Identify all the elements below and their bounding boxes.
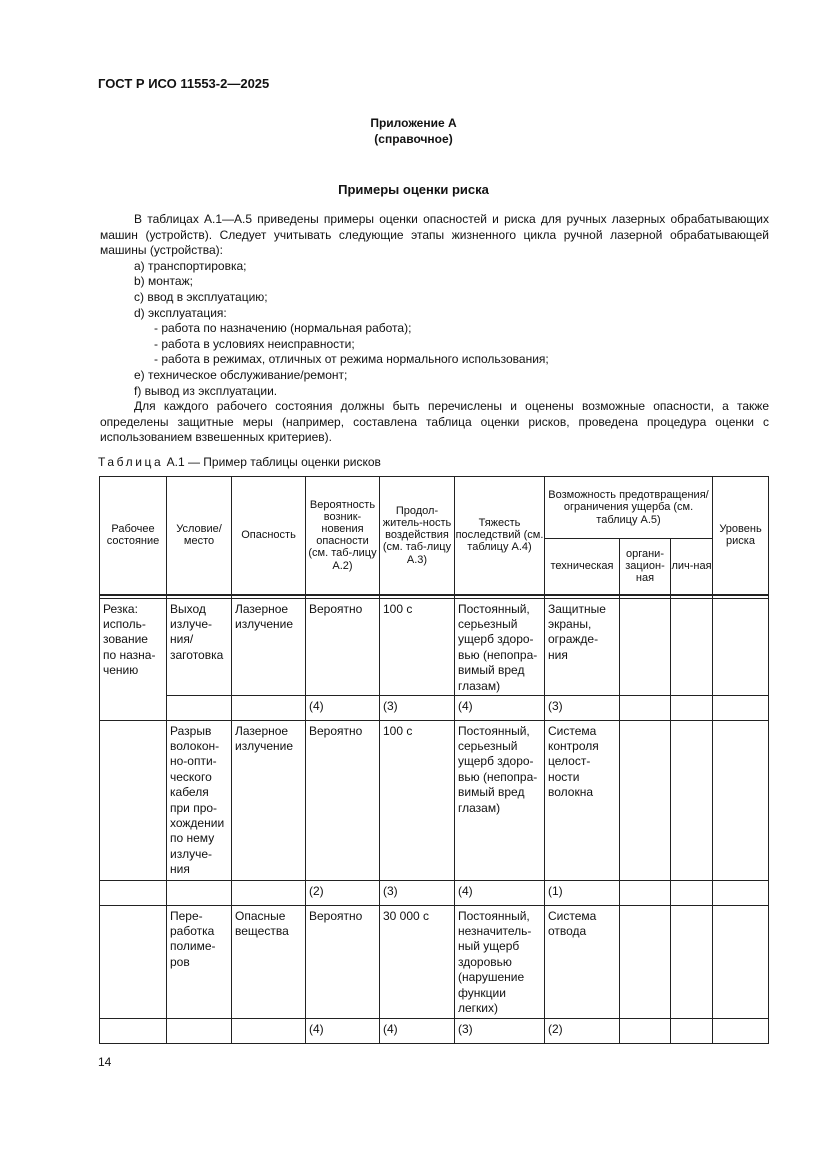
- cell-severity: (3): [455, 1018, 545, 1043]
- cell-organizational: [620, 598, 671, 695]
- cell-hazard: [232, 880, 306, 905]
- header-duration: Продол-житель-ность воздействия (см. таб-лицу А.3): [380, 477, 455, 595]
- table-row: [100, 905, 769, 1018]
- cell-probability: (4): [306, 695, 380, 720]
- appendix-title: Приложение А: [370, 116, 457, 130]
- cell-personal: [671, 1018, 713, 1043]
- sub-list-item: - работа по назначению (нормальная работа);: [154, 321, 412, 336]
- cell-technical: Защитные экраны, огражде-ния: [545, 598, 620, 695]
- cell-probability: Вероятно: [306, 720, 380, 880]
- header-probability: Вероятность возник-новения опасности (см. таб-лицу А.2): [306, 477, 380, 595]
- cell-state: [100, 1018, 167, 1043]
- cell-risk-level: [713, 598, 769, 695]
- header-organizational: органи-зацион-ная: [620, 539, 671, 595]
- list-item: e) техническое обслуживание/ремонт;: [134, 367, 348, 382]
- cell-duration: 100 с: [380, 598, 455, 695]
- header-personal: лич-ная: [671, 539, 713, 595]
- table-caption-prefix: Таблица: [98, 455, 164, 469]
- cell-personal: [671, 880, 713, 905]
- cell-organizational: [620, 695, 671, 720]
- cell-hazard: Лазерное излучение: [232, 720, 306, 880]
- page-number: 14: [98, 1055, 112, 1069]
- cell-risk-level: [713, 1018, 769, 1043]
- table-row-ratings: [100, 695, 769, 720]
- cell-severity: Постоянный, серьезный ущерб здоро-вью (непопра-вимый вред глазам): [455, 720, 545, 880]
- cell-personal: [671, 598, 713, 695]
- cell-risk-level: [713, 880, 769, 905]
- cell-state: [100, 720, 167, 880]
- sub-list-item: - работа в условиях неисправности;: [154, 336, 355, 351]
- risk-assessment-table: [99, 476, 769, 1044]
- table-row: [100, 598, 769, 695]
- table-row-ratings: [100, 880, 769, 905]
- cell-condition: Выход излуче-ния/ заготовка: [167, 598, 232, 695]
- header-technical: техническая: [545, 539, 620, 595]
- cell-hazard: Лазерное излучение: [232, 598, 306, 695]
- cell-hazard: [232, 1018, 306, 1043]
- appendix-subtitle: (справочное): [374, 132, 453, 146]
- cell-state: [100, 905, 167, 1018]
- header-state: Рабочее состояние: [100, 477, 167, 595]
- cell-risk-level: [713, 720, 769, 880]
- header-condition: Условие/ место: [167, 477, 232, 595]
- table-row: [100, 720, 769, 880]
- cell-risk-level: [713, 695, 769, 720]
- header-prevention: Возможность предотвращения/ограничения ущерба (см. таблицу А.5): [545, 477, 713, 539]
- header-severity: Тяжесть последствий (см. таблицу А.4): [455, 477, 545, 595]
- cell-duration: 100 с: [380, 720, 455, 880]
- cell-duration: (3): [380, 880, 455, 905]
- cell-technical: (2): [545, 1018, 620, 1043]
- cell-duration: 30 000 с: [380, 905, 455, 1018]
- cell-severity: (4): [455, 695, 545, 720]
- list-item: b) монтаж;: [134, 274, 193, 289]
- cell-state: Резка: исполь-зование по назна-чению: [100, 598, 167, 720]
- cell-risk-level: [713, 905, 769, 1018]
- cell-duration: (3): [380, 695, 455, 720]
- cell-state: [100, 880, 167, 905]
- list-item: f) вывод из эксплуатации.: [134, 383, 278, 398]
- cell-organizational: [620, 720, 671, 880]
- section-title: Примеры оценки риска: [338, 182, 489, 197]
- cell-personal: [671, 695, 713, 720]
- cell-probability: Вероятно: [306, 598, 380, 695]
- cell-hazard: Опасные вещества: [232, 905, 306, 1018]
- table-caption-text: А.1 — Пример таблицы оценки рисков: [163, 455, 381, 469]
- cell-condition: Пере-работка полиме-ров: [167, 905, 232, 1018]
- list-item: d) эксплуатация:: [134, 305, 227, 320]
- cell-condition: [167, 695, 232, 720]
- cell-technical: (1): [545, 880, 620, 905]
- cell-personal: [671, 720, 713, 880]
- table-row-ratings: [100, 1018, 769, 1043]
- cell-probability: Вероятно: [306, 905, 380, 1018]
- closing-paragraph: Для каждого рабочего состояния должны быть перечислены и оценены возможные опасности, а также определены защитные меры (например, составлена таблица оценки рисков, проведена процедура оценки с использованием взвешенных критериев).: [100, 399, 769, 445]
- cell-condition: [167, 1018, 232, 1043]
- header-risk-level: Уровень риска: [713, 477, 769, 595]
- document-code: ГОСТ Р ИСО 11553-2—2025: [98, 76, 270, 91]
- cell-severity: Постоянный, серьезный ущерб здоро-вью (непопра-вимый вред глазам): [455, 598, 545, 695]
- header-hazard: Опасность: [232, 477, 306, 595]
- cell-severity: (4): [455, 880, 545, 905]
- cell-technical: (3): [545, 695, 620, 720]
- intro-paragraph: В таблицах А.1—А.5 приведены примеры оценки опасностей и риска для ручных лазерных обрабатывающих машин (устройств). Следует учитывать следующие этапы жизненного цикла ручной лазерной обрабатывающей машины (устройства):: [100, 212, 769, 258]
- cell-condition: Разрыв волокон-но-опти-ческого кабеля при про-хождении по нему излуче-ния: [167, 720, 232, 880]
- cell-duration: (4): [380, 1018, 455, 1043]
- cell-probability: (4): [306, 1018, 380, 1043]
- table-caption: [98, 455, 381, 469]
- list-item: c) ввод в эксплуатацию;: [134, 289, 268, 304]
- cell-probability: (2): [306, 880, 380, 905]
- sub-list-item: - работа в режимах, отличных от режима нормального использования;: [154, 352, 549, 367]
- body-text: [100, 212, 769, 446]
- cell-organizational: [620, 1018, 671, 1043]
- list-item: a) транспортировка;: [134, 258, 247, 273]
- cell-severity: Постоянный, незначитель-ный ущерб здоровью (нарушение функции легких): [455, 905, 545, 1018]
- cell-personal: [671, 905, 713, 1018]
- header-row: [100, 477, 769, 539]
- cell-hazard: [232, 695, 306, 720]
- cell-organizational: [620, 880, 671, 905]
- cell-technical: Система отвода: [545, 905, 620, 1018]
- cell-condition: [167, 880, 232, 905]
- cell-organizational: [620, 905, 671, 1018]
- cell-technical: Система контроля целост-ности волокна: [545, 720, 620, 880]
